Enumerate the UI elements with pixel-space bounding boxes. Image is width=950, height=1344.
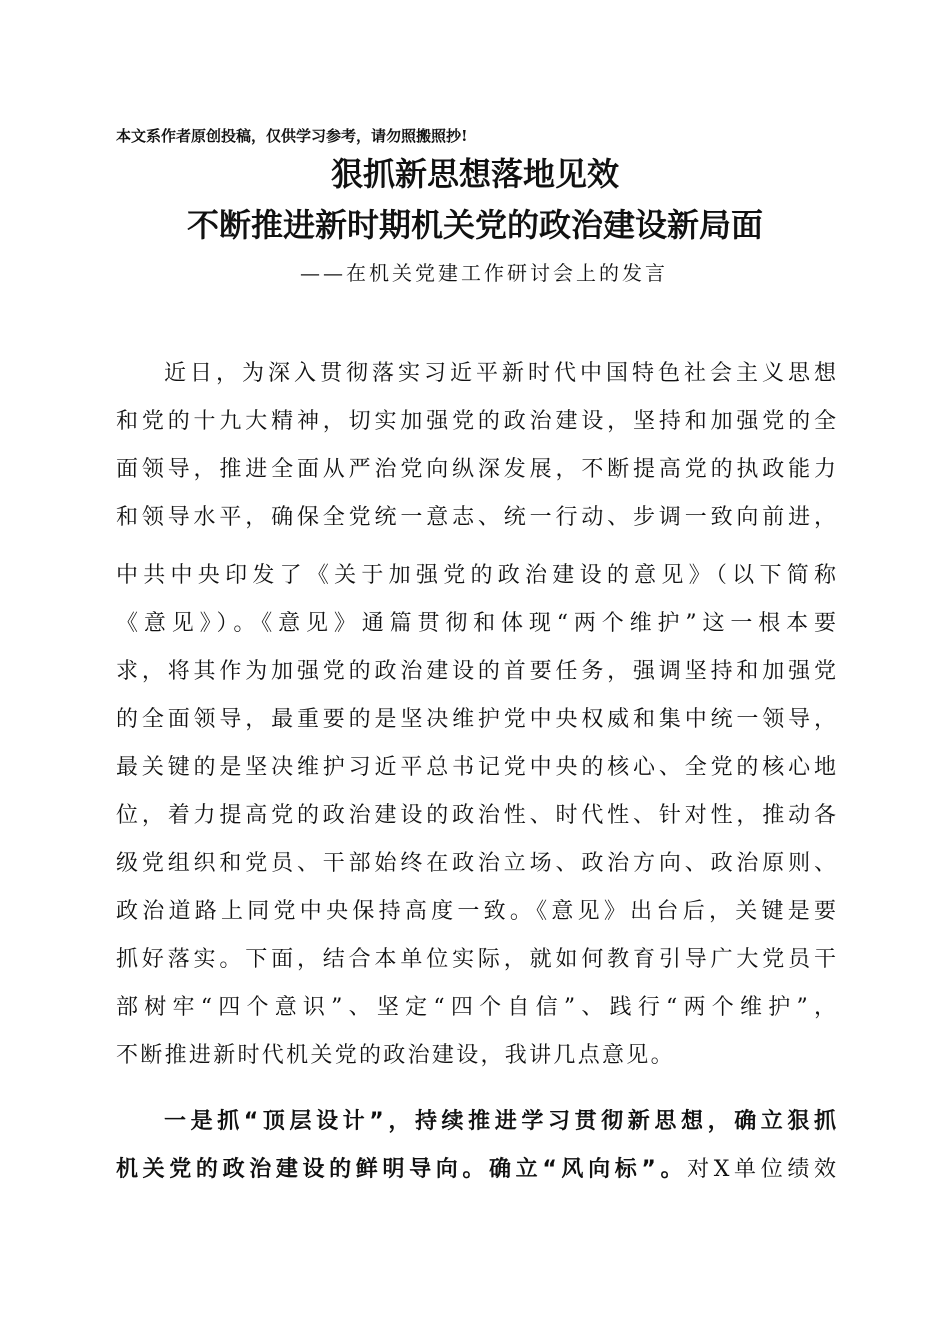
paragraph-1-line: 抓好落实。下面，结合本单位实际，就如何教育引导广大党员干 bbox=[116, 947, 836, 972]
paragraph-1-line: 的全面领导，最重要的是坚决维护党中央权威和集中统一领导， bbox=[116, 707, 836, 732]
paragraph-1-line: 政治道路上同党中央保持高度一致。《意见》出台后，关键是要 bbox=[116, 899, 836, 924]
paragraph-1-line: 和领导水平，确保全党统一意志、统一行动、步调一致向前进， bbox=[116, 505, 836, 530]
paragraph-1-line: 级党组织和党员、干部始终在政治立场、政治方向、政治原则、 bbox=[116, 851, 836, 876]
paragraph-1-line: 不断推进新时代机关党的政治建设，我讲几点意见。 bbox=[116, 1043, 675, 1068]
document-subtitle: ——在机关党建工作研讨会上的发言 bbox=[300, 261, 668, 285]
paragraph-1-line: 位，着力提高党的政治建设的政治性、时代性、针对性，推动各 bbox=[116, 803, 836, 828]
paragraph-1-line: 近日，为深入贯彻落实习近平新时代中国特色社会主义思想 bbox=[164, 361, 836, 386]
paragraph-1-line: 求，将其作为加强党的政治建设的首要任务，强调坚持和加强党 bbox=[116, 659, 836, 684]
paragraph-2-line: 一是抓“顶层设计”，持续推进学习贯彻新思想，确立狠抓 bbox=[164, 1109, 836, 1134]
paragraph-1-line: 面领导，推进全面从严治党向纵深发展，不断提高党的执政能力 bbox=[116, 457, 836, 482]
document-title-line-1: 狠抓新思想落地见效 bbox=[330, 155, 619, 193]
copyright-notice: 本文系作者原创投稿，仅供学习参考，请勿照搬照抄! bbox=[116, 127, 468, 145]
paragraph-2-regular-text: 对X单位绩效 bbox=[687, 1157, 836, 1182]
paragraph-1-line: 和党的十九大精神，切实加强党的政治建设，坚持和加强党的全 bbox=[116, 409, 836, 434]
paragraph-1-line: 《意见》）。《意见》通篇贯彻和体现“两个维护”这一根本要 bbox=[116, 611, 836, 636]
paragraph-1-line: 部树牢“四个意识”、坚定“四个自信”、践行“两个维护”， bbox=[116, 995, 836, 1020]
document-title-line-2: 不断推进新时期机关党的政治建设新局面 bbox=[186, 206, 763, 244]
paragraph-1-line: 最关键的是坚决维护习近平总书记党中央的核心、全党的核心地 bbox=[116, 755, 836, 780]
paragraph-2-line bbox=[116, 1155, 836, 1185]
paragraph-2-bold-text: 机关党的政治建设的鲜明导向。确立“风向标”。 bbox=[116, 1157, 688, 1182]
paragraph-1-line: 中共中央印发了《关于加强党的政治建设的意见》（以下简称 bbox=[116, 563, 836, 588]
